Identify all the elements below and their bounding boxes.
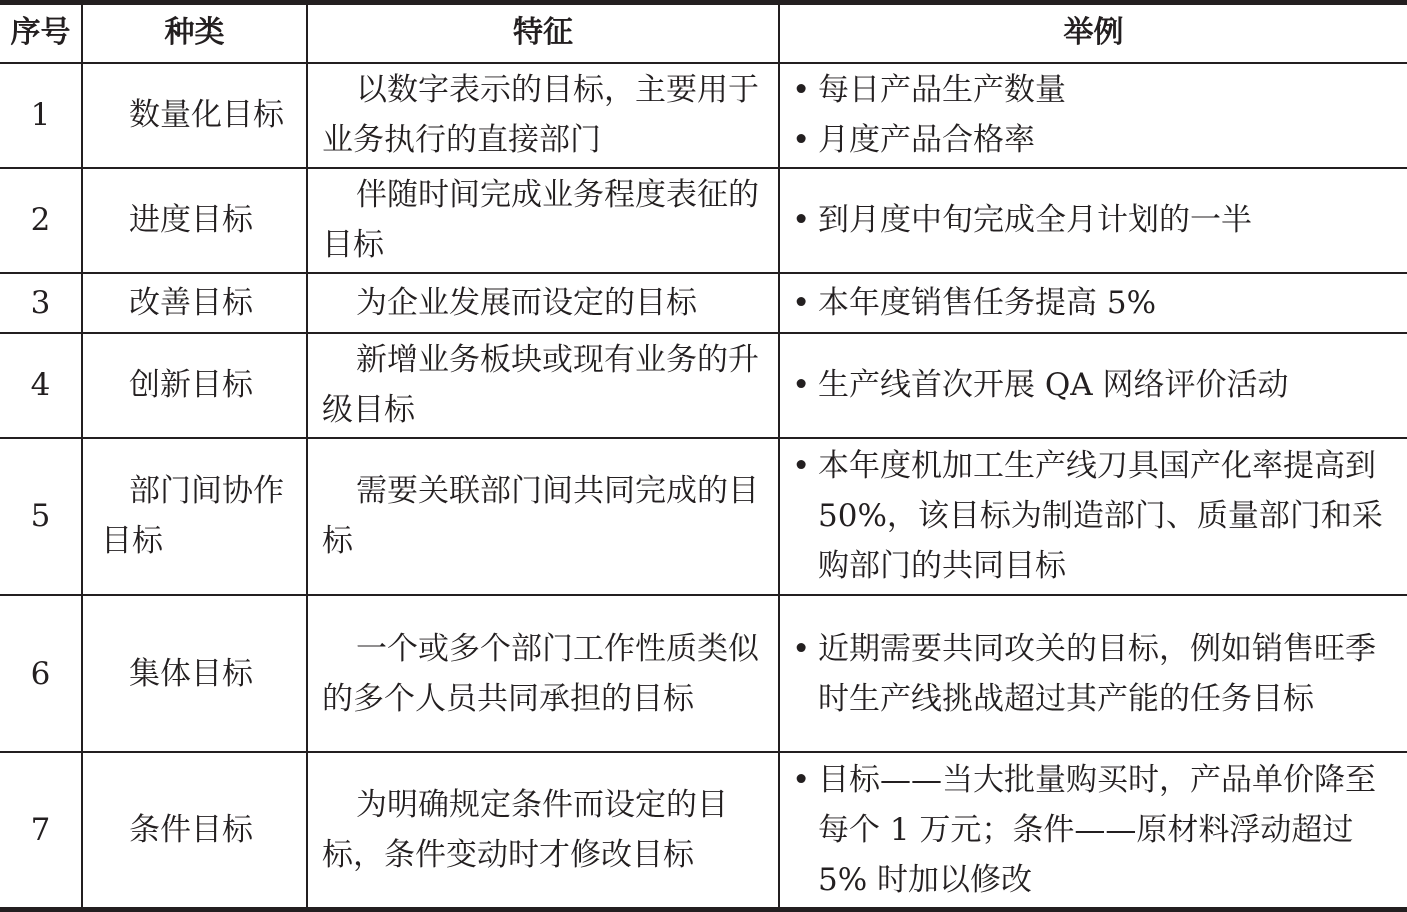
example-text: 生产线首次开展 QA 网络评价活动	[818, 367, 1289, 404]
row-kind: 创新目标	[82, 333, 307, 438]
table-header	[0, 3, 1407, 63]
row-index: 6	[0, 595, 82, 752]
row-index: 2	[0, 168, 82, 273]
bullet-icon: •	[792, 367, 811, 404]
bullet-icon: •	[792, 72, 811, 109]
row-feature: 为企业发展而设定的目标	[307, 273, 779, 333]
bullet-icon: •	[792, 202, 811, 239]
row-kind: 进度目标	[82, 168, 307, 273]
bullet-icon: •	[792, 448, 811, 485]
row-feature: 为明确规定条件而设定的目标，条件变动时才修改目标	[307, 752, 779, 909]
example-text: 本年度机加工生产线刀具国产化率提高到 50%，该目标为制造部门、质量部门和采购部门的共同目标	[818, 448, 1383, 585]
example-item	[792, 278, 1395, 328]
example-item	[792, 441, 1395, 591]
row-feature: 以数字表示的目标，主要用于业务执行的直接部门	[307, 63, 779, 168]
header-index: 序号	[0, 3, 82, 63]
row-kind: 条件目标	[82, 752, 307, 909]
table-row	[0, 63, 1407, 168]
row-feature: 伴随时间完成业务程度表征的目标	[307, 168, 779, 273]
row-kind: 改善目标	[82, 273, 307, 333]
row-examples	[779, 168, 1407, 273]
row-index: 5	[0, 438, 82, 595]
table-row	[0, 333, 1407, 438]
row-examples	[779, 273, 1407, 333]
bullet-icon: •	[792, 284, 811, 321]
example-text: 月度产品合格率	[818, 122, 1035, 159]
row-index: 4	[0, 333, 82, 438]
row-feature: 新增业务板块或现有业务的升级目标	[307, 333, 779, 438]
example-item	[792, 624, 1395, 724]
row-kind: 集体目标	[82, 595, 307, 752]
example-text: 近期需要共同攻关的目标，例如销售旺季时生产线挑战超过其产能的任务目标	[818, 630, 1376, 717]
table-row	[0, 752, 1407, 909]
example-item	[792, 115, 1395, 165]
example-text: 本年度销售任务提高 5%	[818, 284, 1157, 321]
row-index: 7	[0, 752, 82, 909]
bullet-icon: •	[792, 122, 811, 159]
row-examples	[779, 752, 1407, 909]
table-row	[0, 273, 1407, 333]
row-kind: 部门间协作目标	[82, 438, 307, 595]
table-body	[0, 63, 1407, 910]
row-index: 3	[0, 273, 82, 333]
header-examples: 举例	[779, 3, 1407, 63]
example-text: 目标——当大批量购买时，产品单价降至每个 1 万元；条件——原材料浮动超过 5% 时加以修改	[818, 762, 1376, 899]
row-index: 1	[0, 63, 82, 168]
example-item	[792, 755, 1395, 905]
example-item	[792, 65, 1395, 115]
bullet-icon: •	[792, 630, 811, 667]
example-text: 到月度中旬完成全月计划的一半	[818, 202, 1252, 239]
table-row	[0, 168, 1407, 273]
row-examples	[779, 595, 1407, 752]
row-feature: 需要关联部门间共同完成的目标	[307, 438, 779, 595]
example-text: 每日产品生产数量	[818, 72, 1066, 109]
row-feature: 一个或多个部门工作性质类似的多个人员共同承担的目标	[307, 595, 779, 752]
row-examples	[779, 438, 1407, 595]
header-kind: 种类	[82, 3, 307, 63]
row-kind: 数量化目标	[82, 63, 307, 168]
bullet-icon: •	[792, 762, 811, 799]
row-examples	[779, 63, 1407, 168]
table-row	[0, 595, 1407, 752]
row-examples	[779, 333, 1407, 438]
table-row	[0, 438, 1407, 595]
example-item	[792, 360, 1395, 410]
header-feature: 特征	[307, 3, 779, 63]
example-item	[792, 195, 1395, 245]
header-row	[0, 3, 1407, 63]
